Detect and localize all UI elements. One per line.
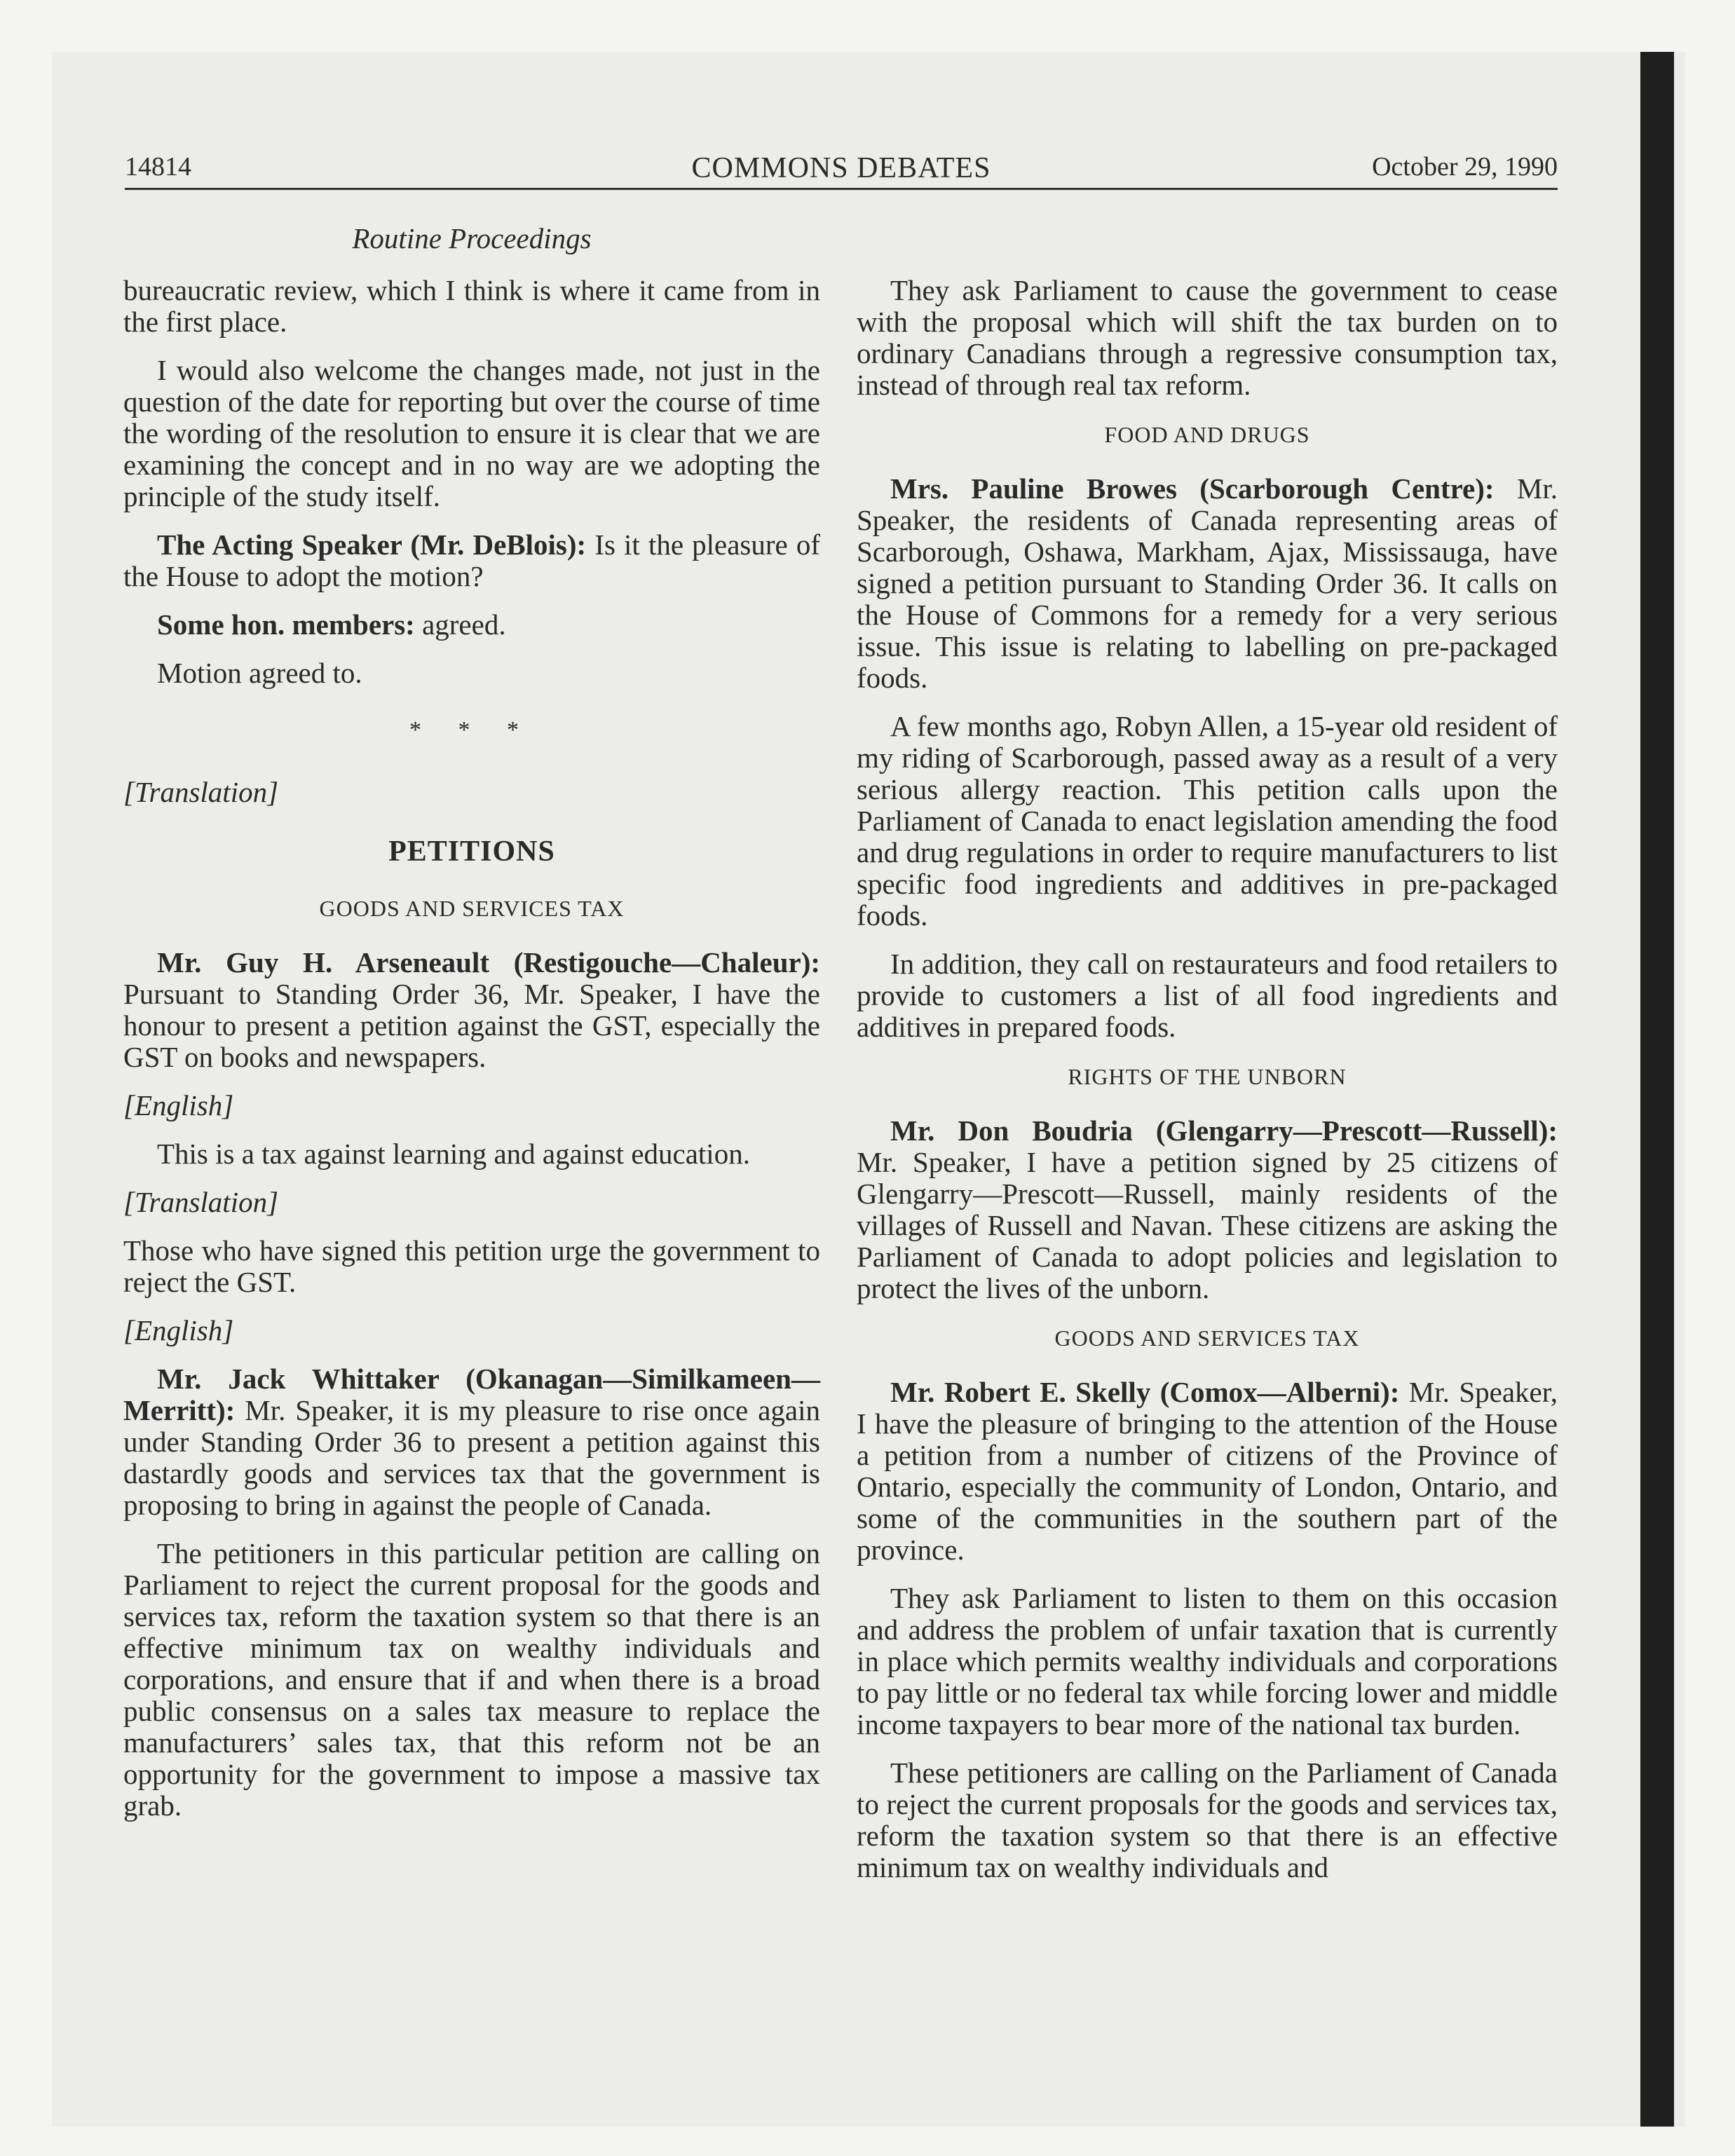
paragraph: They ask Parliament to cause the government to cease with the proposal which will shift the tax burden on to ordinary Canadians through a regressive consumption tax, instead of through real tax reform. bbox=[857, 274, 1558, 401]
speech-paragraph bbox=[123, 1363, 820, 1521]
paragraph: They ask Parliament to listen to them on this occasion and address the problem of unfair taxation that is currently in place which permits wealthy individuals and corporations to pay little or no federal tax while forcing lower and middle income taxpayers to bear more of the national tax burden. bbox=[857, 1582, 1558, 1740]
speech-paragraph bbox=[123, 529, 820, 592]
speaker-name: Mr. Don Boudria (Glengarry—Prescott—Russell): bbox=[890, 1114, 1558, 1147]
speech-text: Mr. Speaker, the residents of Canada representing areas of Scarborough, Oshawa, Markham, Ajax, Mississauga, have signed a petition pursuant to Standing Order 36. It calls on the House of Commons for a remedy for a very serious issue. This issue is relating to labelling on pre-packaged foods. bbox=[857, 472, 1558, 694]
speech-text: Mr. Speaker, I have a petition signed by 25 citizens of Glengarry—Prescott—Russell, mainly residents of the villages of Russell and Navan. These citizens are asking the Parliament of Canada to adopt policies and legislation to protect the lives of the unborn. bbox=[857, 1146, 1558, 1304]
paragraph: This is a tax against learning and against education. bbox=[157, 1138, 750, 1170]
left-column bbox=[123, 275, 820, 1838]
publication-date: October 29, 1990 bbox=[1372, 152, 1558, 182]
paragraph: Those who have signed this petition urge the government to reject the GST. bbox=[123, 1234, 820, 1298]
paragraph: The petitioners in this particular petition are calling on Parliament to reject the current proposal for the goods and services tax, reform the taxation system so that there is an effective minimum tax on wealthy individuals and corporations, and ensure that if and when there is a broad public consensus on a sales tax measure to replace the manufacturers’ sales tax, that this reform not be an opportunity for the government to impose a massive tax grab. bbox=[123, 1537, 820, 1822]
speech-paragraph bbox=[857, 1115, 1558, 1304]
subheading: GOODS AND SERVICES TAX bbox=[1054, 1325, 1360, 1351]
speech-paragraph bbox=[123, 947, 820, 1073]
speech-text: Mr. Speaker, it is my pleasure to rise once again under Standing Order 36 to present a petition against this dastardly goods and services tax that the government is proposing to bring in against the people of Canada. bbox=[123, 1394, 820, 1521]
speaker-name: Mr. Robert E. Skelly (Comox—Alberni): bbox=[890, 1376, 1400, 1408]
speech-text: Mr. Speaker, I have the pleasure of bringing to the attention of the House a petition from a number of citizens of the Province of Ontario, especially the community of London, Ontario, and some of the communities in the southern part of the province. bbox=[857, 1376, 1558, 1566]
language-label: [English] bbox=[123, 1089, 234, 1121]
subheading: GOODS AND SERVICES TAX bbox=[319, 896, 625, 921]
right-column bbox=[857, 275, 1558, 1900]
paragraph: In addition, they call on restaurateurs and food retailers to provide to customers a list of all food ingredients and additives in prepared foods. bbox=[857, 948, 1558, 1043]
speaker-name: Some hon. members: bbox=[157, 608, 415, 641]
section-label: Routine Proceedings bbox=[352, 222, 592, 254]
language-label: [Translation] bbox=[123, 1186, 279, 1218]
speaker-name: Mrs. Pauline Browes (Scarborough Centre): bbox=[890, 472, 1495, 505]
subheading: FOOD AND DRUGS bbox=[1104, 422, 1310, 447]
speaker-name: The Acting Speaker (Mr. DeBlois): bbox=[157, 528, 587, 561]
speech-text: agreed. bbox=[414, 608, 506, 641]
speech-text: Pursuant to Standing Order 36, Mr. Speaker, I have the honour to present a petition against the GST, especially the GST on books and newspapers. bbox=[123, 978, 820, 1073]
subheading: RIGHTS OF THE UNBORN bbox=[1068, 1064, 1347, 1089]
language-label: [English] bbox=[123, 1314, 234, 1346]
paragraph: A few months ago, Robyn Allen, a 15-year old resident of my riding of Scarborough, passed away as a result of a very serious allergy reaction. This petition calls upon the Parliament of Canada to enact legislation amending the food and drug regulations in order to require manufacturers to list specific food ingredients and additives in pre-packaged foods. bbox=[857, 710, 1558, 932]
speech-paragraph bbox=[857, 1377, 1558, 1566]
section-divider: * * * bbox=[409, 717, 534, 743]
speaker-name: Mr. Jack Whittaker (Okanagan—Similkameen—Merritt): bbox=[123, 1363, 820, 1426]
language-label: [Translation] bbox=[123, 776, 279, 808]
section-heading: PETITIONS bbox=[388, 835, 555, 868]
scan-edge-shadow bbox=[1640, 52, 1674, 2127]
paragraph: I would also welcome the changes made, not just in the question of the date for reporting but over the course of time the wording of the resolution to ensure it is clear that we are examining the concept and in no way are we adopting the principle of the study itself. bbox=[123, 354, 820, 512]
speech-paragraph bbox=[857, 473, 1558, 694]
page-number: 14814 bbox=[125, 152, 191, 182]
speech-text: Is it the pleasure of the House to adopt the motion? bbox=[123, 528, 821, 592]
speaker-name: Mr. Guy H. Arseneault (Restigouche—Chaleur): bbox=[157, 946, 820, 978]
page-header bbox=[125, 151, 1558, 190]
paragraph: Motion agreed to. bbox=[157, 657, 362, 689]
publication-title: COMMONS DEBATES bbox=[691, 152, 991, 184]
paragraph: These petitioners are calling on the Parliament of Canada to reject the current proposals for the goods and services tax, reform the taxation system so that there is an effective minimum tax on wealthy individuals and bbox=[857, 1756, 1558, 1883]
speech-paragraph bbox=[123, 609, 820, 641]
paragraph: bureaucratic review, which I think is where it came from in the first place. bbox=[123, 274, 820, 338]
